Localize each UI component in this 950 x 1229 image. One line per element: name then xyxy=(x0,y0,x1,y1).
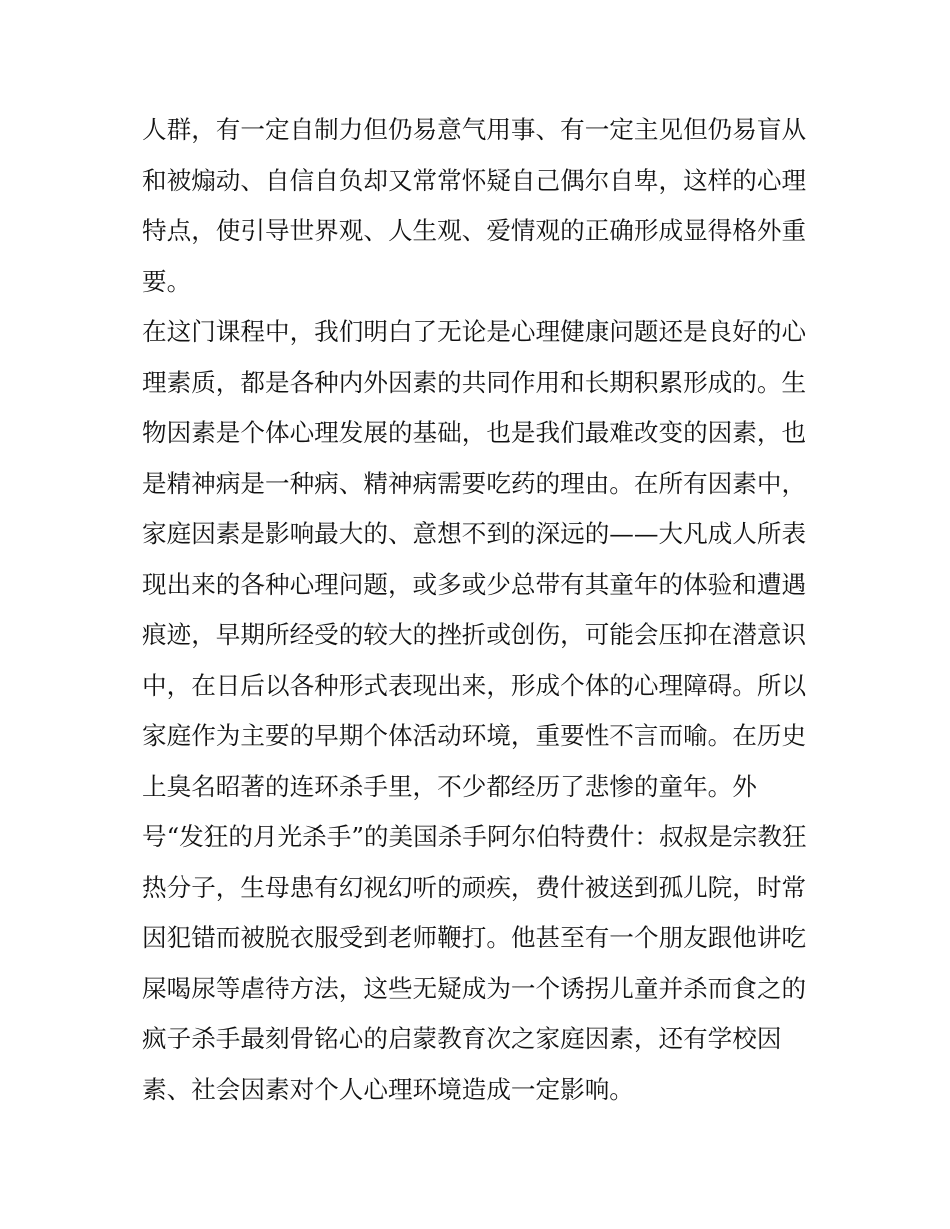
text-line: 特点，使引导世界观、人生观、爱情观的正确形成显得格外重 xyxy=(142,216,807,245)
text-line: 痕迹，早期所经受的较大的挫折或创伤，可能会压抑在潜意识 xyxy=(142,620,807,649)
text-line: 理素质，都是各种内外因素的共同作用和长期积累形成的。生 xyxy=(142,367,807,397)
text-line: 物因素是个体心理发展的基础，也是我们最难改变的因素，也 xyxy=(142,418,807,447)
text-line: 素、社会因素对个人心理环境造成一定影响。 xyxy=(142,1074,634,1104)
text-line: 在这门课程中，我们明白了无论是心理健康问题还是良好的心 xyxy=(142,317,807,346)
text-line: 现出来的各种心理问题，或多或少总带有其童年的体验和遭遇 xyxy=(142,569,807,599)
text-line: 中，在日后以各种形式表现出来，形成个体的心理障碍。所以 xyxy=(142,670,807,700)
text-line: 要。 xyxy=(142,266,192,296)
text-line: 屎喝尿等虐待方法，这些无疑成为一个诱拐儿童并杀而食之的 xyxy=(142,973,807,1003)
text-line: 上臭名昭著的连环杀手里，不少都经历了悲惨的童年。外 xyxy=(142,771,757,801)
text-line: 人群，有一定自制力但仍易意气用事、有一定主见但仍易盲从 xyxy=(142,115,807,144)
text-line: 是精神病是一种病、精神病需要吃药的理由。在所有因素中， xyxy=(142,468,807,498)
body-text xyxy=(142,105,814,1115)
text-line: 家庭作为主要的早期个体活动环境，重要性不言而喻。在历史 xyxy=(142,721,807,750)
text-line: 热分子，生母患有幻视幻听的顽疾，费什被送到孤儿院，时常 xyxy=(142,872,807,902)
text-line: 家庭因素是影响最大的、意想不到的深远的——大凡成人所表 xyxy=(142,519,807,548)
text-line: 号“发狂的月光杀手”的美国杀手阿尔伯特费什：叔叔是宗教狂 xyxy=(142,822,807,851)
text-line: 疯子杀手最刻骨铭心的启蒙教育次之家庭因素，还有学校因 xyxy=(142,1024,782,1053)
text-line: 和被煽动、自信自负却又常常怀疑自己偶尔自卑，这样的心理 xyxy=(142,165,807,195)
text-line: 因犯错而被脱衣服受到老师鞭打。他甚至有一个朋友跟他讲吃 xyxy=(142,923,807,952)
